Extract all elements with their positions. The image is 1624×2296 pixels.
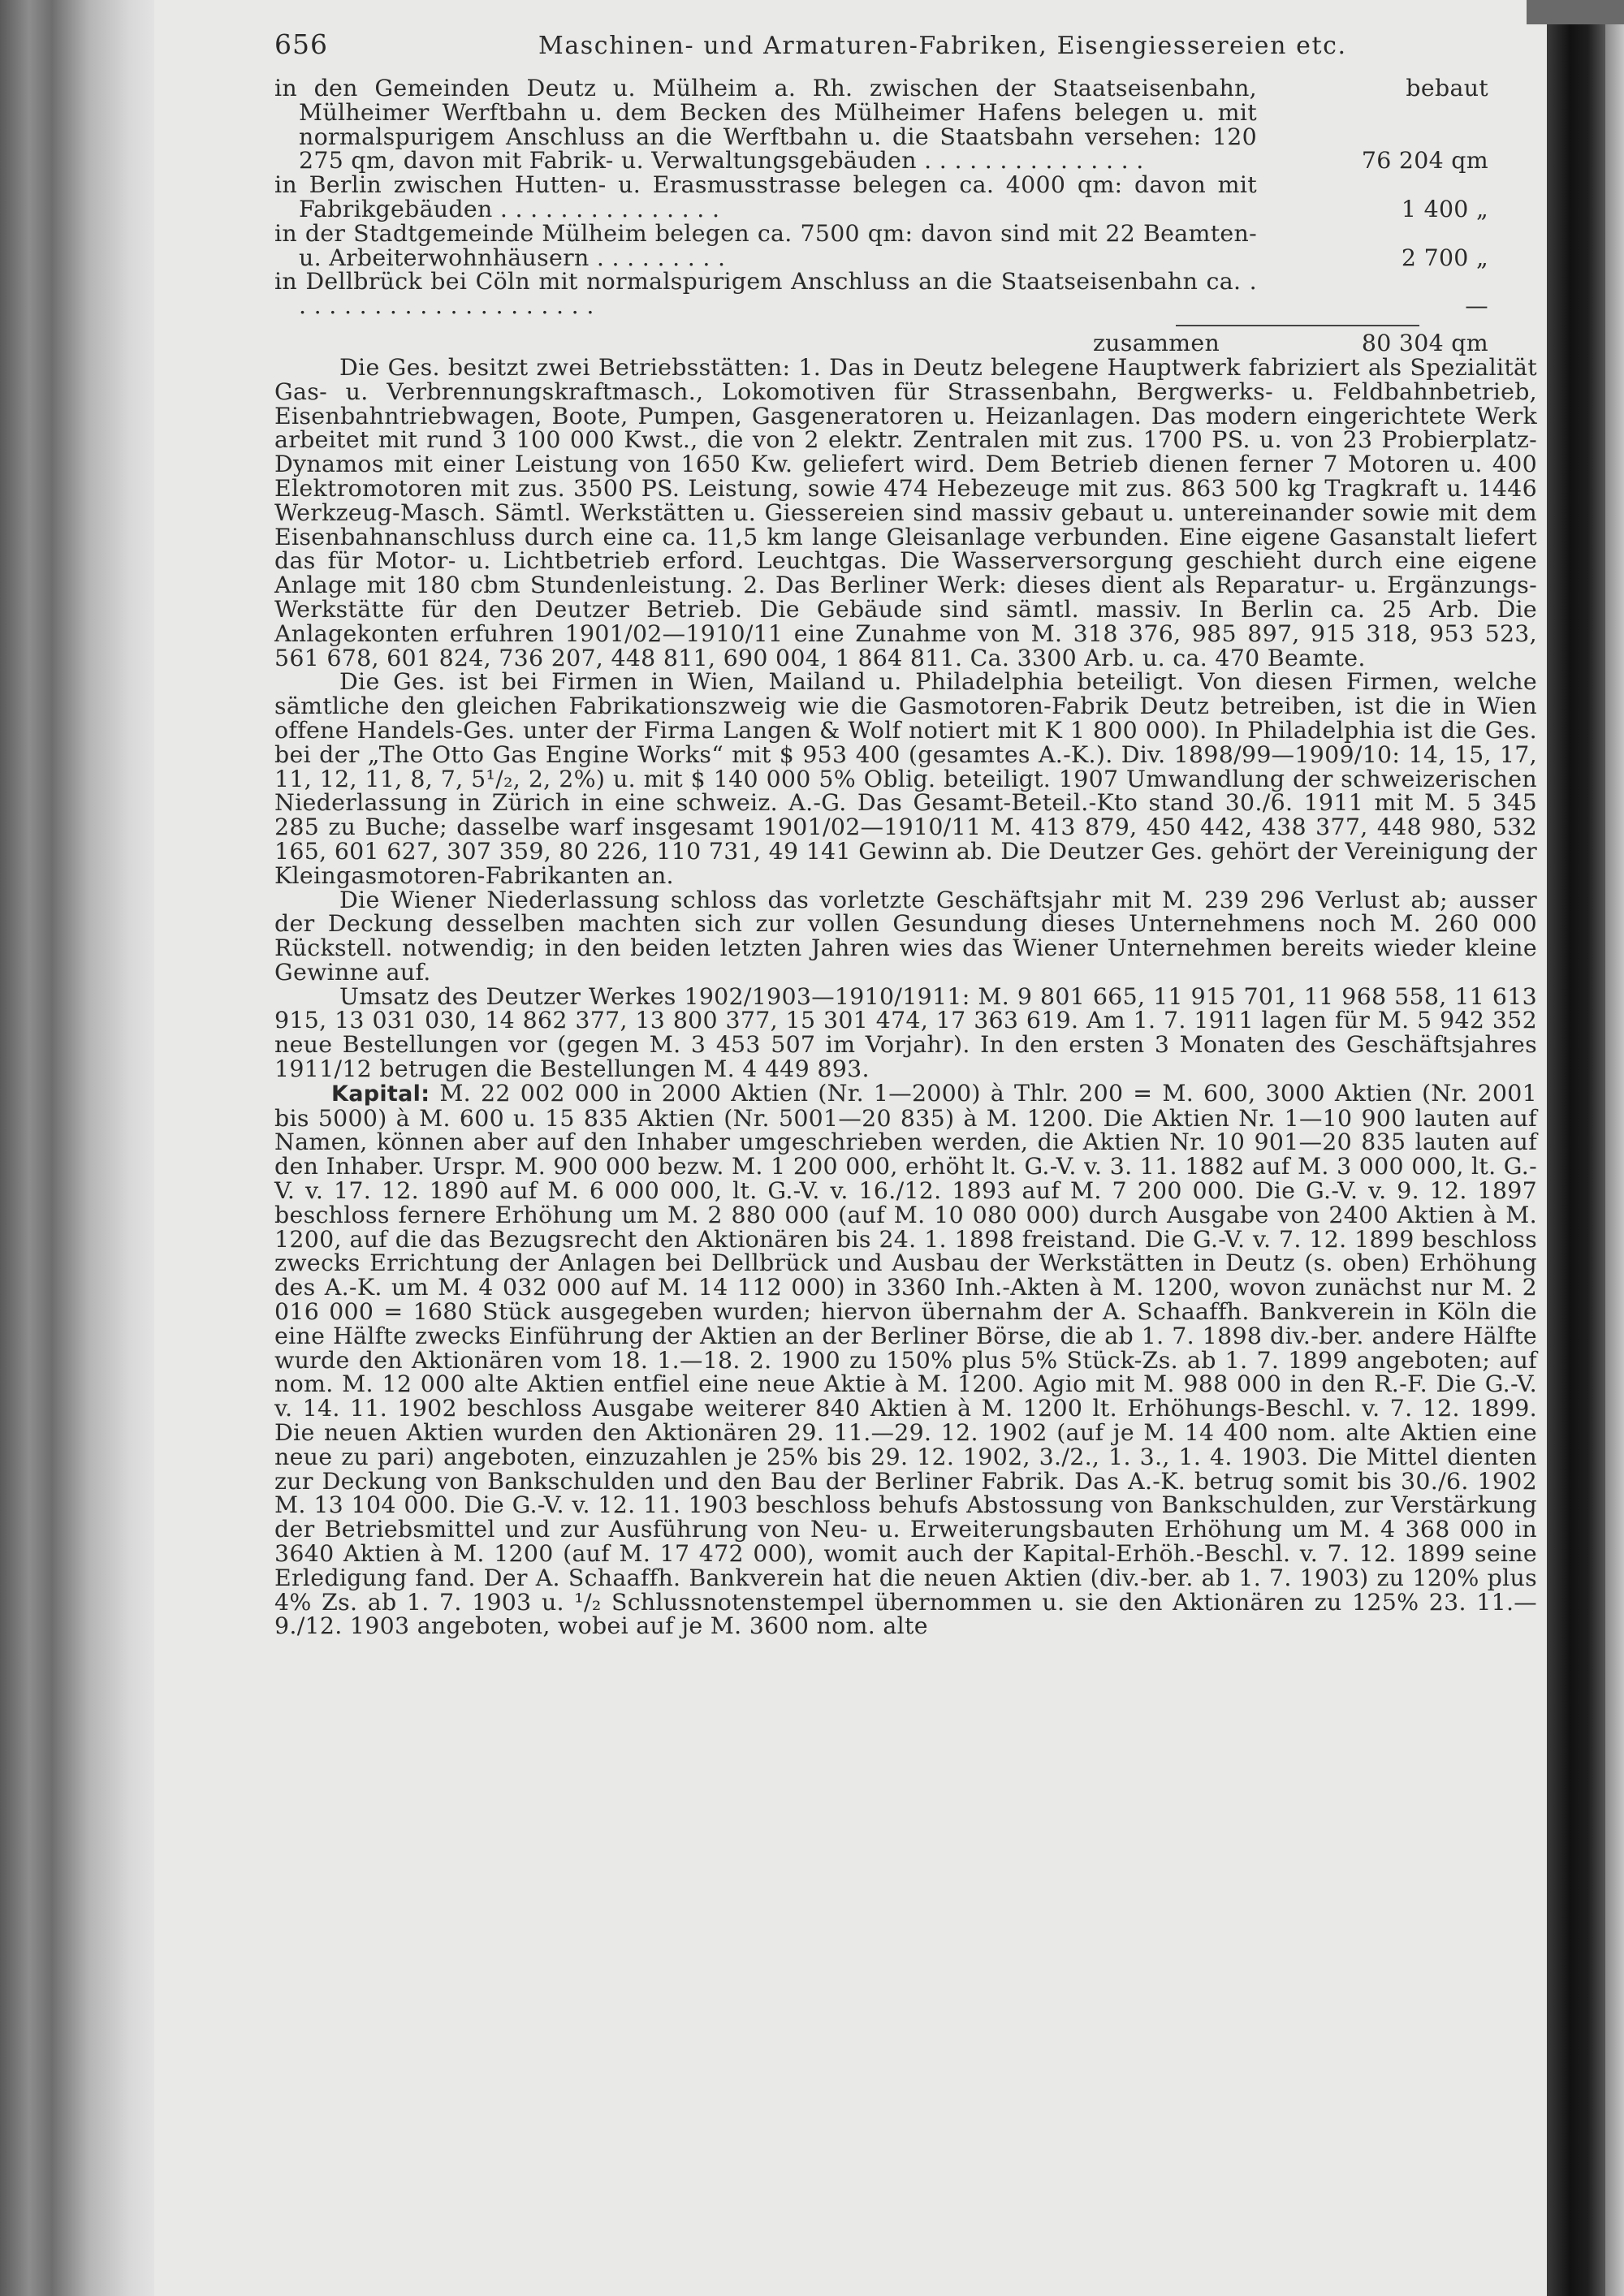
page-edge [1605, 0, 1624, 2296]
paragraph-kapital [274, 1081, 1537, 1638]
property-entry [274, 219, 1537, 271]
property-value: 76 204 qm [1361, 147, 1488, 175]
property-entry [274, 270, 1537, 318]
property-value: 2 700 „ [1401, 244, 1488, 271]
paragraph-beteiligungen: Die Ges. ist bei Firmen in Wien, Mailand u. Philadelphia beteiligt. Von diesen Firmen, welche sämtliche den gleichen Fabrikationszweig wie die Gasmotoren-Fabrik Deutz betreiben, ist die in Wien offene Handels-Ges. unter der Firma Langen & Wolf notiert mit K 1 800 000). In Philadelphia ist die Ges. bei der „The Otto Gas Engine Works“ mit $ 953 400 (gesamtes A.-K.). Div. 1898/99—1909/10: 14, 15, 17, 11, 12, 11, 8, 7, 5¹/₂, 2, 2%) u. mit $ 140 000 5% Oblig. beteiligt. 1907 Umwandlung der schweizerischen Niederlassung in Zürich in eine schweiz. A.-G. Das Gesamt-Beteil.-Kto stand 30./6. 1911 mit M. 5 345 285 zu Buche; dasselbe warf insgesamt 1901/02—1910/11 M. 413 879, 450 442, 438 377, 448 980, 532 165, 601 627, 307 359, 80 226, 110 731, 49 141 Gewinn ab. Die Deutzer Ges. gehört der Vereinigung der Kleingasmotoren-Fabrikanten an. [274, 668, 1537, 889]
corner-shadow [1527, 0, 1624, 24]
property-note: bebaut [1406, 75, 1488, 101]
property-text: in Berlin zwischen Hutten- u. Erasmusstrasse belegen ca. 4000 qm: davon mit Fabrikgebäuden . . . . . . . . . . . . . . . [274, 171, 1257, 222]
property-value: 1 400 „ [1401, 195, 1488, 222]
property-text: in den Gemeinden Deutz u. Mülheim a. Rh. zwischen der Staatseisenbahn, Mülheimer Werftbahn u. dem Becken des Mülheimer Hafens belegen u. mit normalspurigem Anschluss an die Werftbahn u. die Staatsbahn versehen: 120 275 qm, davon mit Fabrik- u. Verwaltungsgebäuden . . . . . . . . . . . . . . . [274, 75, 1257, 175]
paragraph-betriebsstaetten: Die Ges. besitzt zwei Betriebsstätten: 1. Das in Deutz belegene Hauptwerk fabriziert als Spezialität Gas- u. Verbrennungskraftmasch., Lokomotiven für Strassenbahn, Bergwerks- u. Feldbahnbetrieb, Eisenbahntriebwagen, Boote, Pumpen, Gasgeneratoren u. Heizanlagen. Das modern eingerichtete Werk arbeitet mit rund 3 100 000 Kwst., die von 2 elektr. Zentralen mit zus. 1700 PS. u. von 23 Probierplatz-Dynamos mit einer Leistung von 1650 Kw. geliefert wird. Dem Betrieb dienen ferner 7 Motoren u. 400 Elektromotoren mit zus. 3500 PS. Leistung, sowie 474 Hebezeuge mit zus. 863 500 kg Tragkraft u. 1446 Werkzeug-Masch. Sämtl. Werkstätten u. Giessereien sind massiv gebaut u. untereinander sowie mit dem Eisenbahnanschluss durch eine ca. 11,5 km lange Gleisanlage verbunden. Eine eigene Gasanstalt liefert das für Motor- u. Lichtbetrieb erford. Leuchtgas. Die Wasserversorgung geschieht durch eine eigene Anlage mit 180 cbm Stundenleistung. 2. Das Berliner Werk: dieses dient als Reparatur- u. Ergänzungs-Werkstätte für den Deutzer Betrieb. Die Gebäude sind sämtl. massiv. In Berlin ca. 25 Arb. Die Anlagekonten erfuhren 1901/02—1910/11 eine Zunahme von M. 318 376, 985 897, 915 318, 953 523, 561 678, 601 824, 736 207, 448 811, 690 004, 1 864 811. Ca. 3300 Arb. u. ca. 470 Beamte. [274, 353, 1537, 671]
kapital-label: Kapital: [331, 1081, 430, 1107]
page-header [274, 28, 1537, 76]
page-content [274, 28, 1537, 1640]
property-entry [274, 173, 1537, 222]
property-entry [274, 76, 1537, 173]
page-gutter-shadow [0, 0, 162, 2296]
paragraph-wiener-niederlassung: Die Wiener Niederlassung schloss das vorletzte Geschäftsjahr mit M. 239 296 Verlust ab; ausser der Deckung desselben machten sich zur vollen Gesundung dieses Unternehmens noch M. 260 000 Rückstell. notwendig; in den beiden letzten Jahren wies das Wiener Unternehmen bereits wieder kleine Gewinne auf. [274, 886, 1537, 986]
page-number: 656 [274, 28, 328, 60]
sum-rule-row [274, 318, 1537, 331]
total-value: 80 304 qm [1361, 329, 1488, 356]
total-label: zusammen [1093, 329, 1220, 356]
property-text: in Dellbrück bei Cöln mit normalspurigem Anschluss an die Staatseisenbahn ca. . . . . . . . . . . . . . . . . . . . . . [274, 268, 1257, 320]
book-binding [1547, 24, 1605, 2296]
property-total [274, 331, 1537, 356]
paragraph-umsatz: Umsatz des Deutzer Werkes 1902/1903—1910/1911: M. 9 801 665, 11 915 701, 11 968 558, 11 613 915, 13 031 030, 14 862 377, 13 800 377, 15 301 474, 17 363 619. Am 1. 7. 1911 lagen für M. 5 942 352 neue Bestellungen vor (gegen M. 3 453 507 im Vorjahr). In den ersten 3 Monaten des Geschäftsjahres 1911/12 betrugen die Bestellungen M. 4 449 893. [274, 982, 1537, 1083]
running-head: Maschinen- und Armaturen-Fabriken, Eisengiessereien etc. [538, 32, 1347, 60]
sum-rule [1176, 325, 1419, 326]
kapital-text: M. 22 002 000 in 2000 Aktien (Nr. 1—2000) à Thlr. 200 = M. 600, 3000 Aktien (Nr. 2001 bis 5000) à M. 600 u. 15 835 Aktien (Nr. 5001—20 835) à M. 1200. Die Aktien Nr. 1—10 900 lauten auf Namen, können aber auf den Inhaber umgeschrieben werden, die Aktien Nr. 10 901—20 835 lauten auf den Inhaber. Urspr. M. 900 000 bezw. M. 1 200 000, erhöht lt. G.-V. v. 3. 11. 1882 auf M. 3 000 000, lt. G.-V. v. 17. 12. 1890 auf M. 6 000 000, lt. G.-V. v. 16./12. 1893 auf M. 7 200 000. Die G.-V. v. 9. 12. 1897 beschloss fernere Erhöhung um M. 2 880 000 (auf M. 10 080 000) durch Ausgabe von 2400 Aktien à M. 1200, auf die das Bezugsrecht den Aktionären bis 24. 1. 1898 freistand. Die G.-V. v. 7. 12. 1899 beschloss zwecks Errichtung der Anlagen bei Dellbrück und Ausbau der Werkstätten in Deutz (s. oben) Erhöhung des A.-K. um M. 4 032 000 auf M. 14 112 000) in 3360 Inh.-Akten à M. 1200, wovon zunächst nur M. 2 016 000 = 1680 Stück ausgegeben wurden; hiervon übernahm der A. Schaaffh. Bankverein in Köln die eine Hälfte zwecks Einführung der Aktien an der Berliner Börse, die ab 1. 7. 1898 div.-ber. andere Hälfte wurde den Aktionären vom 18. 1.—18. 2. 1900 zu 150% plus 5% Stück-Zs. ab 1. 7. 1899 angeboten; auf nom. M. 12 000 alte Aktien entfiel eine neue Aktie à M. 1200. Agio mit M. 988 000 in den R.-F. Die G.-V. v. 14. 11. 1902 beschloss Ausgabe weiterer 840 Aktien à M. 1200 lt. Erhöhungs-Beschl. v. 7. 12. 1899. Die neuen Aktien wurden den Aktionären 29. 11.—29. 12. 1902 (auf je M. 14 400 nom. alte Aktien eine neue zu pari) angeboten, einzuzahlen je 25% bis 29. 12. 1902, 3./2., 1. 3., 1. 4. 1903. Die Mittel dienten zur Deckung von Bankschulden und den Bau der Berliner Fabrik. Das A.-K. betrug somit bis 30./6. 1902 M. 13 104 000. Die G.-V. v. 12. 11. 1903 beschloss behufs Abstossung von Bankschulden, zur Verstärkung der Betriebsmittel und zur Ausführung von Neu- u. Erweiterungsbauten Erhöhung um M. 4 368 000 in 3640 Aktien à M. 1200 (auf M. 17 472 000), womit auch der Kapital-Erhöh.-Beschl. v. 7. 12. 1899 seine Erledigung fand. Der A. Schaaffh. Bankverein hat die neuen Aktien (div.-ber. ab 1. 7. 1903) zu 120% plus 4% Zs. ab 1. 7. 1903 u. ¹/₂ Schlussnotenstempel übernommen u. sie den Aktionären zu 125% 23. 11.—9./12. 1903 angeboten, wobei auf je M. 3600 nom. alte [274, 1079, 1537, 1640]
property-text: in der Stadtgemeinde Mülheim belegen ca. 7500 qm: davon sind mit 22 Beamten- u. Arbeiterwohnhäusern . . . . . . . . . [274, 219, 1257, 271]
property-value: — [1465, 292, 1488, 320]
